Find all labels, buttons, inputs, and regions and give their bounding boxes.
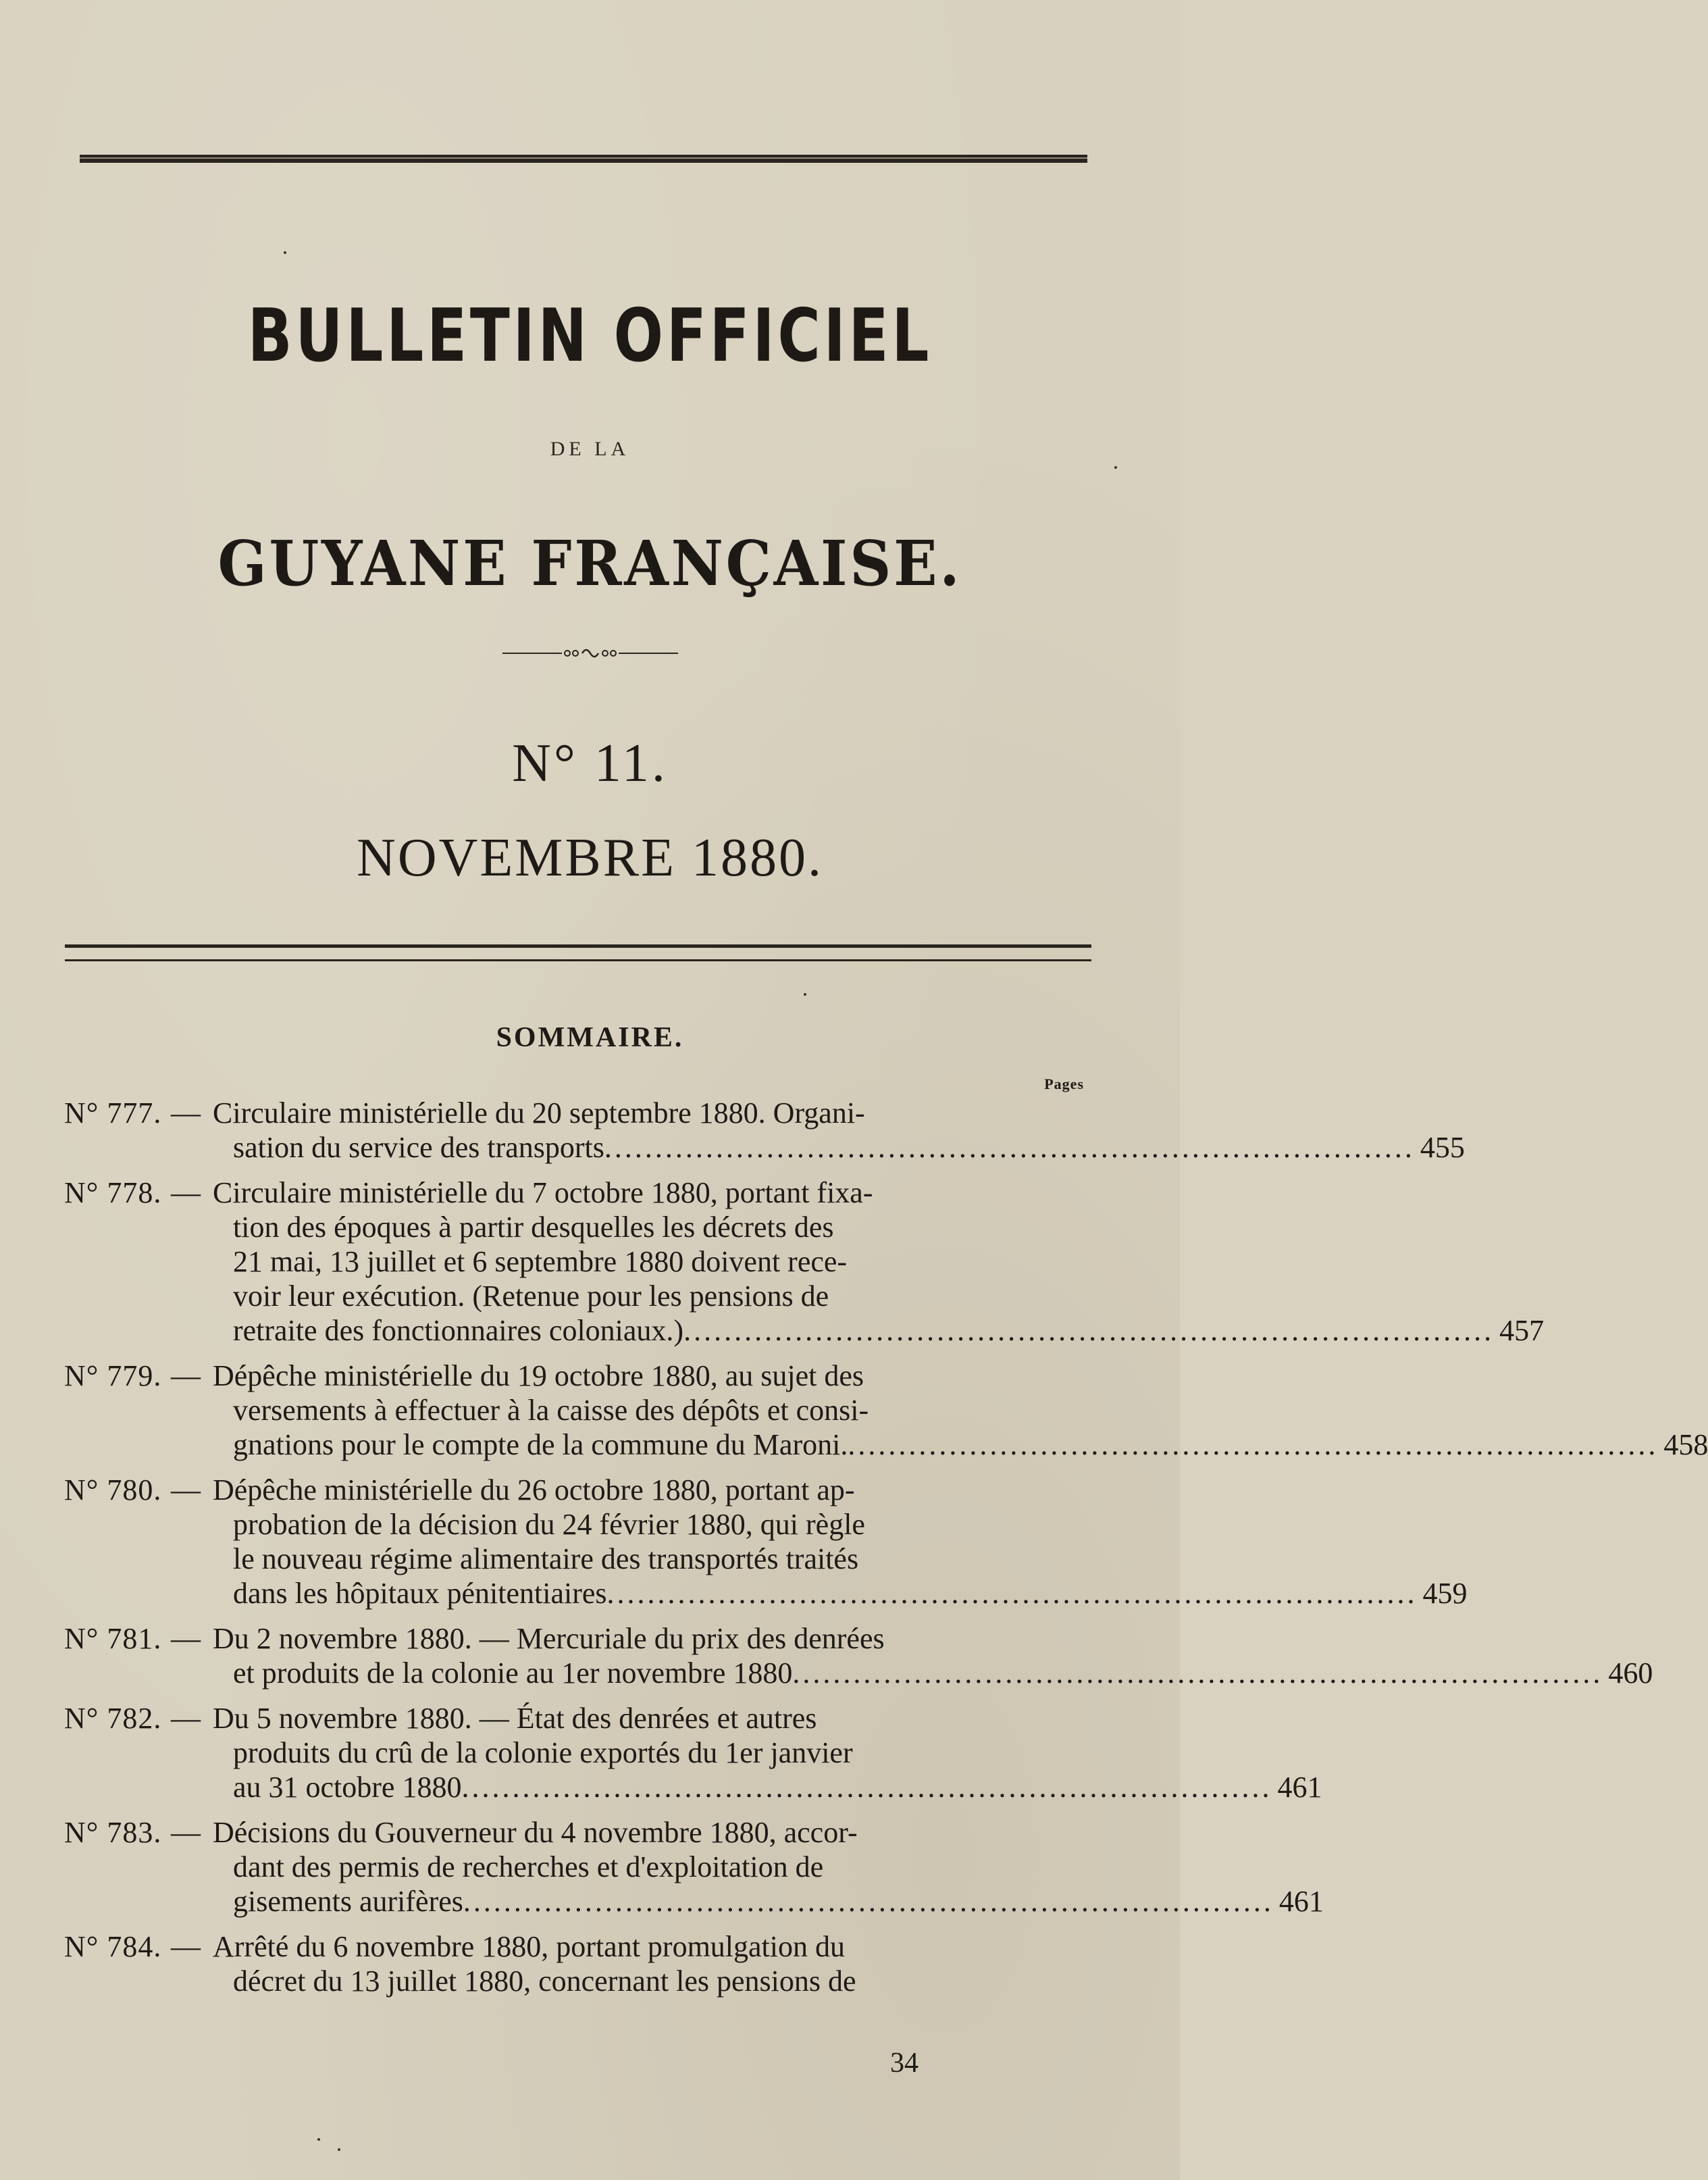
entry-page-number: 460 xyxy=(1608,1656,1653,1690)
entry-line: Dépêche ministérielle du 26 octobre 1880, portant ap- xyxy=(213,1473,855,1506)
entry-line: versements à effectuer à la caisse des dépôts et consi- xyxy=(233,1394,869,1427)
entry-line: au 31 octobre 1880 xyxy=(233,1771,462,1804)
leader-dots: ................................................................................ xyxy=(604,1131,1415,1164)
entry-line: voir leur exécution. (Retenue pour les pensions de xyxy=(233,1279,829,1313)
entry-line: probation de la décision du 24 février 1880, qui règle xyxy=(233,1508,865,1541)
entry-last-line xyxy=(213,1770,1322,1804)
entry-line: et produits de la colonie au 1er novembre 1880 xyxy=(233,1656,793,1690)
leader-dots: ................................................................................ xyxy=(683,1314,1495,1347)
entry-line: gnations pour le compte de la commune du Maroni. xyxy=(233,1428,848,1461)
entry-last-line xyxy=(213,1884,1324,1919)
entry-number: N° 777. xyxy=(64,1096,162,1130)
page-folio: 34 xyxy=(890,2048,918,2079)
top-rule xyxy=(80,155,1087,163)
ornament-divider xyxy=(0,645,1180,665)
entry-line: dans les hôpitaux pénitentiaires xyxy=(233,1577,607,1610)
entry-page-number: 459 xyxy=(1422,1577,1468,1610)
bulletin-title: BULLETIN OFFICIEL xyxy=(247,294,933,378)
entry-line: Décisions du Gouverneur du 4 novembre 1880, accor- xyxy=(213,1816,858,1849)
print-speck xyxy=(284,251,286,254)
leader-dots: ................................................................................ xyxy=(792,1656,1603,1690)
entry-text xyxy=(206,1473,1468,1611)
entry-number: N° 780. xyxy=(64,1473,162,1506)
entry-line: sation du service des transports xyxy=(233,1131,604,1164)
leader-dots: ................................................................................ xyxy=(461,1771,1272,1804)
entry-text xyxy=(206,1701,1322,1804)
entry-line: Dépêche ministérielle du 19 octobre 1880, au sujet des xyxy=(213,1359,864,1392)
entry-line: Du 5 novembre 1880. — État des denrées et autres xyxy=(213,1702,817,1735)
entry-last-line xyxy=(213,1576,1468,1611)
entry-text xyxy=(206,1815,1324,1919)
entry-line: tion des époques à partir desquelles les décrets des xyxy=(233,1211,834,1244)
print-speck xyxy=(1114,466,1117,469)
entry-number: N° 783. xyxy=(64,1816,162,1849)
entry-text xyxy=(206,1359,1708,1462)
entry-last-line xyxy=(213,1427,1708,1462)
toc-entry xyxy=(64,1701,1322,1804)
entry-dash: — xyxy=(171,1930,201,1963)
entry-dash: — xyxy=(171,1816,201,1849)
entry-line: Du 2 novembre 1880. — Mercuriale du prix des denrées xyxy=(213,1622,885,1655)
entry-number: N° 778. xyxy=(64,1176,162,1209)
toc-entry xyxy=(64,1473,1468,1611)
entry-dash: — xyxy=(171,1096,201,1130)
entry-number: N° 779. xyxy=(64,1359,162,1392)
entry-page-number: 461 xyxy=(1277,1771,1322,1804)
entry-number: N° 784. xyxy=(64,1930,162,1963)
table-of-contents xyxy=(64,1096,1708,2009)
colony-title: GUYANE FRANÇAISE. xyxy=(217,527,962,600)
entry-dash: — xyxy=(171,1702,201,1735)
entry-line: retraite des fonctionnaires coloniaux.) xyxy=(233,1314,684,1347)
print-speck xyxy=(804,993,806,996)
entry-page-number: 455 xyxy=(1420,1131,1465,1164)
de-la-label: DE LA xyxy=(550,438,630,460)
entry-page-number: 461 xyxy=(1278,1885,1324,1918)
entry-number: N° 782. xyxy=(64,1702,162,1735)
entry-line: le nouveau régime alimentaire des transportés traités xyxy=(233,1542,859,1575)
leader-dots: ................................................................................ xyxy=(606,1577,1418,1610)
entry-last-line xyxy=(213,1964,1087,1998)
print-speck xyxy=(317,2138,320,2141)
pages-column-label: Pages xyxy=(1044,1075,1084,1092)
entry-dash: — xyxy=(171,1473,201,1506)
entry-dash: — xyxy=(171,1176,201,1209)
issue-number: N° 11. xyxy=(512,734,668,793)
entry-text xyxy=(206,1175,1544,1348)
entry-line: décret du 13 juillet 1880, concernant les pensions de xyxy=(233,1964,856,1998)
toc-entry xyxy=(64,1621,1653,1690)
entry-last-line xyxy=(213,1313,1544,1348)
toc-entry xyxy=(64,1175,1545,1348)
entry-text xyxy=(206,1096,1465,1165)
leader-dots: ................................................................................ xyxy=(848,1428,1659,1461)
entry-page-number: 457 xyxy=(1499,1314,1545,1347)
toc-entry xyxy=(64,1815,1324,1919)
double-rule xyxy=(65,944,1091,965)
entry-last-line xyxy=(213,1130,1465,1165)
print-speck xyxy=(338,2148,340,2151)
entry-page-number: 458 xyxy=(1663,1428,1708,1461)
entry-line: Circulaire ministérielle du 7 octobre 1880, portant fixa- xyxy=(213,1176,873,1209)
entry-text xyxy=(206,1929,1087,1998)
toc-entry xyxy=(64,1359,1708,1462)
entry-dash: — xyxy=(171,1359,201,1392)
entry-line: produits du crû de la colonie exportés du 1er janvier xyxy=(233,1736,853,1769)
entry-line: 21 mai, 13 juillet et 6 septembre 1880 doivent rece- xyxy=(233,1245,848,1278)
toc-entry xyxy=(64,1929,1087,1998)
entry-line: Arrêté du 6 novembre 1880, portant promulgation du xyxy=(213,1930,846,1963)
entry-line: dant des permis de recherches et d'exploitation de xyxy=(233,1850,824,1883)
entry-number: N° 781. xyxy=(64,1622,162,1655)
entry-line: gisements aurifères xyxy=(233,1885,463,1918)
entry-text xyxy=(206,1621,1653,1690)
issue-date: NOVEMBRE 1880. xyxy=(357,828,823,888)
entry-last-line xyxy=(213,1656,1653,1690)
toc-entry xyxy=(64,1096,1465,1165)
entry-line: Circulaire ministérielle du 20 septembre 1880. Organi- xyxy=(213,1096,865,1130)
entry-dash: — xyxy=(171,1622,201,1655)
summary-heading: SOMMAIRE. xyxy=(496,1022,684,1053)
leader-dots: ................................................................................ xyxy=(463,1885,1274,1918)
